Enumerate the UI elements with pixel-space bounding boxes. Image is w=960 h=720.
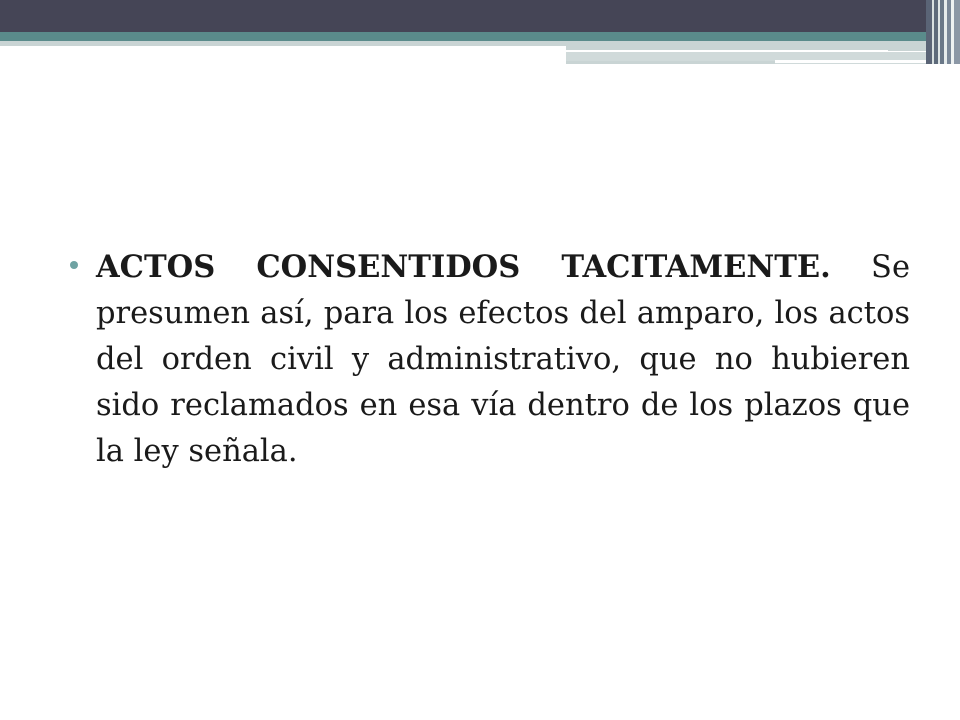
slide-content (70, 244, 910, 475)
bullet-paragraph (96, 244, 910, 475)
header-banner-line-lower (775, 60, 940, 63)
header-banner-teal (0, 32, 940, 41)
bullet-heading: ACTOS CONSENTIDOS TACITAMENTE. (96, 249, 831, 285)
header-banner-strip (0, 41, 570, 46)
bullet-item (70, 244, 910, 475)
bullet-dot-icon (70, 261, 78, 269)
header-banner-dark (0, 0, 960, 32)
bullet-body: Se presumen así, para los efectos del amparo, los actos del orden civil y administrativo, que no hubieren sido reclamados en esa vía dentro de los plazos que la ley señala. (96, 250, 910, 469)
header-banner-lower-shade (566, 61, 775, 64)
decorative-stripe (954, 0, 960, 64)
